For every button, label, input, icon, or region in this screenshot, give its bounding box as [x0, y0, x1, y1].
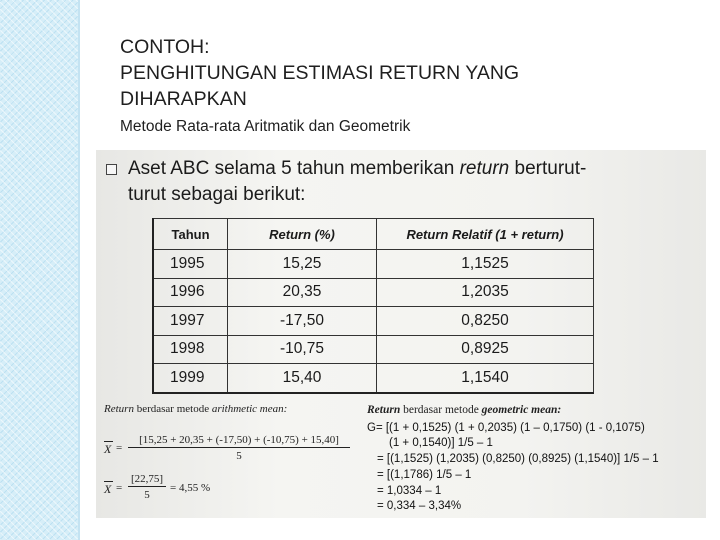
- table-row: [153, 335, 594, 364]
- table-row: [153, 278, 594, 307]
- table-header-row: [153, 219, 594, 250]
- intro-line-1: Aset ABC selama 5 tahun memberikan return berturut-: [128, 158, 587, 179]
- header-return-relatif: Return Relatif (1 + return): [377, 219, 594, 250]
- cell-return: 15,25: [228, 250, 377, 279]
- cell-return: -10,75: [228, 335, 377, 364]
- decorative-side-stripe: [0, 0, 78, 540]
- arithmetic-result: = 4,55 %: [170, 482, 211, 494]
- intro-line-2: turut sebagai berikut:: [128, 184, 306, 205]
- cell-return: 15,40: [228, 364, 377, 393]
- fraction-numerator: [22,75]: [128, 473, 166, 487]
- cell-relative: 1,2035: [377, 278, 594, 307]
- fraction-denominator: 5: [236, 450, 242, 462]
- header-return: Return (%): [228, 219, 377, 250]
- xbar-symbol-2: X: [104, 482, 112, 496]
- cell-year: 1999: [153, 364, 228, 393]
- cell-year: 1998: [153, 335, 228, 364]
- fraction-numerator: [15,25 + 20,35 + (-17,50) + (-10,75) + 15,40]: [128, 434, 350, 448]
- geometric-line-3: = [(1,1525) (1,2035) (0,8250) (0,8925) (1,1540)] 1/5 – 1: [377, 453, 659, 465]
- geometric-heading: Return berdasar metode geometric mean:: [367, 404, 562, 416]
- return-table: [152, 218, 594, 394]
- geometric-line-2: (1 + 0,1540)] 1/5 – 1: [389, 437, 493, 449]
- slide-title: [120, 34, 680, 112]
- title-line-3: DIHARAPKAN: [120, 88, 247, 110]
- slide-subtitle: Metode Rata-rata Aritmatik dan Geometrik: [120, 118, 411, 135]
- cell-year: 1997: [153, 307, 228, 336]
- cell-return: 20,35: [228, 278, 377, 307]
- cell-relative: 0,8925: [377, 335, 594, 364]
- equals-sign-1: =: [116, 442, 123, 454]
- arithmetic-fraction-2: [128, 473, 166, 501]
- table-row: [153, 250, 594, 279]
- geometric-line-6: = 0,334 – 3,34%: [377, 500, 462, 512]
- bullet-square-icon: [106, 164, 117, 175]
- header-tahun: Tahun: [153, 219, 228, 250]
- intro-text: [128, 156, 688, 208]
- title-line-1: CONTOH:: [120, 36, 210, 58]
- arithmetic-heading: Return berdasar metode arithmetic mean:: [104, 403, 288, 415]
- equals-sign-2: =: [116, 482, 123, 494]
- cell-relative: 0,8250: [377, 307, 594, 336]
- fraction-denominator: 5: [144, 489, 150, 501]
- stripe-edge: [78, 0, 80, 540]
- cell-return: -17,50: [228, 307, 377, 336]
- cell-year: 1996: [153, 278, 228, 307]
- geometric-line-1: G= [(1 + 0,1525) (1 + 0,2035) (1 – 0,1750) (1 - 0,1075): [367, 422, 645, 434]
- geometric-line-5: = 1,0334 – 1: [377, 485, 442, 497]
- cell-relative: 1,1525: [377, 250, 594, 279]
- arithmetic-fraction-1: [128, 434, 350, 462]
- table-row: [153, 307, 594, 336]
- geometric-line-4: = [(1,1786) 1/5 – 1: [377, 469, 472, 481]
- cell-relative: 1,1540: [377, 364, 594, 393]
- xbar-symbol-1: X: [104, 442, 112, 456]
- table-row: [153, 364, 594, 393]
- cell-year: 1995: [153, 250, 228, 279]
- title-line-2: PENGHITUNGAN ESTIMASI RETURN YANG: [120, 62, 520, 84]
